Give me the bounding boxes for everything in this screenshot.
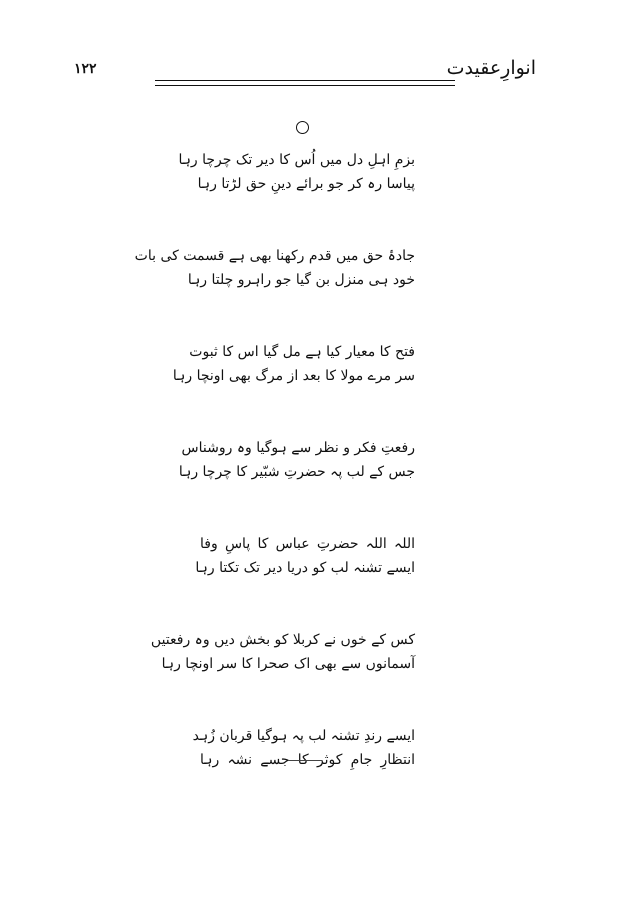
stanza xyxy=(178,436,415,532)
book-title: انوارِعقیدت xyxy=(446,57,536,79)
verse-line: انتظارِ جامِ کوثر کا جسے نشہ رہا xyxy=(200,752,415,768)
poem-end-rule xyxy=(288,760,322,761)
verse-line: سر مرے مولا کا بعد از مرگ بھی اونچا رہا xyxy=(172,368,415,384)
verse-line: اللہ اللہ حضرتِ عباس کا پاسِ وفا xyxy=(200,536,415,552)
stanza xyxy=(134,244,415,340)
poem xyxy=(134,148,415,820)
poem-start-circle-icon xyxy=(296,121,309,134)
verse-line: بزمِ اہلِ دل میں اُس کا دیر تک چرچا رہا xyxy=(178,152,415,168)
stanza xyxy=(150,628,415,724)
verse-line: فتح کا معیار کیا ہے مل گیا اس کا ثبوت xyxy=(189,344,415,360)
verse-line: کس کے خوں نے کربلا کو بخش دیں وہ رفعتیں xyxy=(150,632,415,648)
verse-line: ایسے تشنہ لب کو دریا دیر تک تکتا رہا xyxy=(195,560,415,576)
stanza xyxy=(195,532,415,628)
verse-line: آسمانوں سے بھی اک صحرا کا سر اونچا رہا xyxy=(161,656,415,672)
page-number: ۱۲۲ xyxy=(74,61,97,77)
verse-line: رفعتِ فکر و نظر سے ہوگیا وہ روشناس xyxy=(181,440,415,456)
verse-line: جس کے لب پہ حضرتِ شبّیر کا چرچا رہا xyxy=(178,464,415,480)
verse-line: خود ہی منزل بن گیا جو راہرو چلتا رہا xyxy=(187,272,415,288)
verse-line: ایسے رندِ تشنہ لب پہ ہوگیا قربان زُہد xyxy=(192,728,415,744)
verse-line: پیاسا رہ کر جو برائے دینِ حق لڑتا رہا xyxy=(197,176,415,192)
header-rule-top xyxy=(155,80,455,81)
stanza xyxy=(172,340,415,436)
stanza xyxy=(178,148,415,244)
stanza xyxy=(192,724,415,820)
verse-line: جادۂ حق میں قدم رکھنا بھی ہے قسمت کی بات xyxy=(134,248,415,264)
header-rule-bottom xyxy=(155,85,455,86)
